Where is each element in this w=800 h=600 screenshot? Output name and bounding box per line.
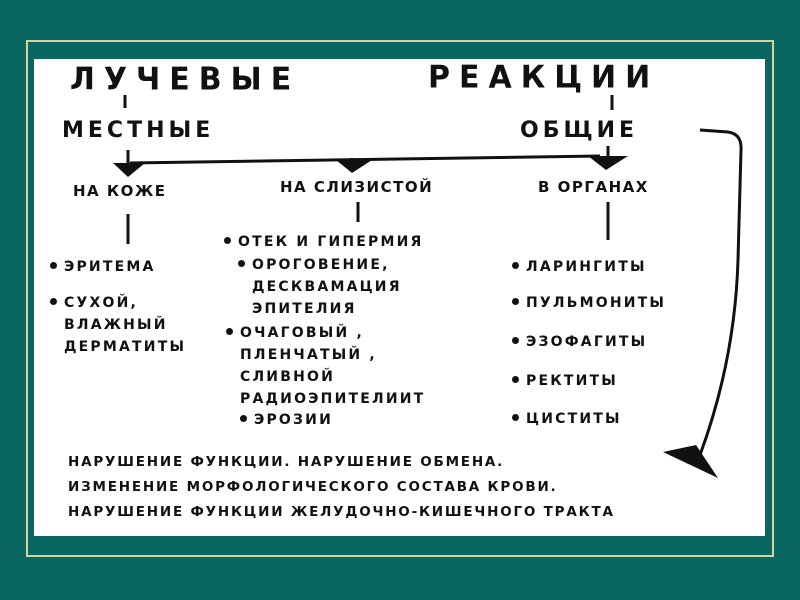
heading-organs: В ОРГАНАХ — [538, 178, 649, 196]
arrowhead-organs — [588, 156, 628, 170]
heading-mucosa: НА СЛИЗИСТОЙ — [280, 178, 434, 196]
footer-line-1: НАРУШЕНИЕ ФУНКЦИИ. НАРУШЕНИЕ ОБМЕНА. — [68, 454, 505, 470]
item-text: ПУЛЬМОНИТЫ — [526, 295, 667, 311]
list-item — [512, 370, 618, 392]
bullet-icon — [512, 262, 519, 269]
connector-general-arrow-path — [700, 130, 741, 455]
bullet-icon — [50, 298, 57, 305]
arrowhead-mucosa — [336, 160, 372, 173]
item-text: ЦИСТИТЫ — [526, 411, 622, 427]
item-text: ЛАРИНГИТЫ — [526, 259, 647, 275]
list-item — [512, 292, 666, 314]
bullet-icon — [240, 415, 247, 422]
bullet-icon — [512, 298, 519, 305]
branch-general: ОБЩИЕ — [520, 118, 639, 143]
title-left: ЛУЧЕВЫЕ — [70, 61, 301, 98]
list-item — [224, 231, 424, 253]
item-text: ОРОГОВЕНИЕ, ДЕСКВАМАЦИЯ ЭПИТЕЛИЯ — [252, 257, 402, 317]
list-item — [50, 292, 186, 358]
arrowhead-skin — [113, 163, 145, 177]
bullet-icon — [512, 337, 519, 344]
list-item — [50, 256, 156, 278]
item-text: ОЧАГОВЫЙ , ПЛЕНЧАТЫЙ , СЛИВНОЙ РАДИОЭПИТЕЛИИТ — [240, 325, 426, 407]
bullet-icon — [224, 237, 231, 244]
list-item — [512, 408, 622, 430]
item-text: СУХОЙ, ВЛАЖНЫЙ ДЕРМАТИТЫ — [64, 295, 187, 355]
item-text: ЭРИТЕМА — [64, 259, 156, 275]
item-text: ЭРОЗИИ — [254, 412, 334, 428]
list-item — [226, 322, 425, 410]
bullet-icon — [226, 328, 233, 335]
footer-line-2: ИЗМЕНЕНИЕ МОРФОЛОГИЧЕСКОГО СОСТАВА КРОВИ. — [68, 479, 558, 495]
branch-local: МЕСТНЫЕ — [62, 118, 215, 143]
bullet-icon — [512, 414, 519, 421]
list-item — [240, 409, 333, 431]
item-text: РЕКТИТЫ — [526, 373, 618, 389]
list-item — [238, 254, 402, 320]
heading-skin: НА КОЖЕ — [73, 182, 167, 200]
title-right: РЕАКЦИИ — [428, 59, 660, 96]
bullet-icon — [238, 260, 245, 267]
footer-line-3: НАРУШЕНИЕ ФУНКЦИИ ЖЕЛУДОЧНО-КИШЕЧНОГО ТРАКТА — [68, 504, 615, 520]
list-item — [512, 331, 647, 353]
bullet-icon — [512, 376, 519, 383]
list-item — [512, 256, 647, 278]
bullet-icon — [50, 262, 57, 269]
item-text: ЭЗОФАГИТЫ — [526, 334, 648, 350]
arrowhead-footer — [663, 445, 718, 478]
item-text: ОТЕК И ГИПЕРМИЯ — [238, 234, 424, 250]
